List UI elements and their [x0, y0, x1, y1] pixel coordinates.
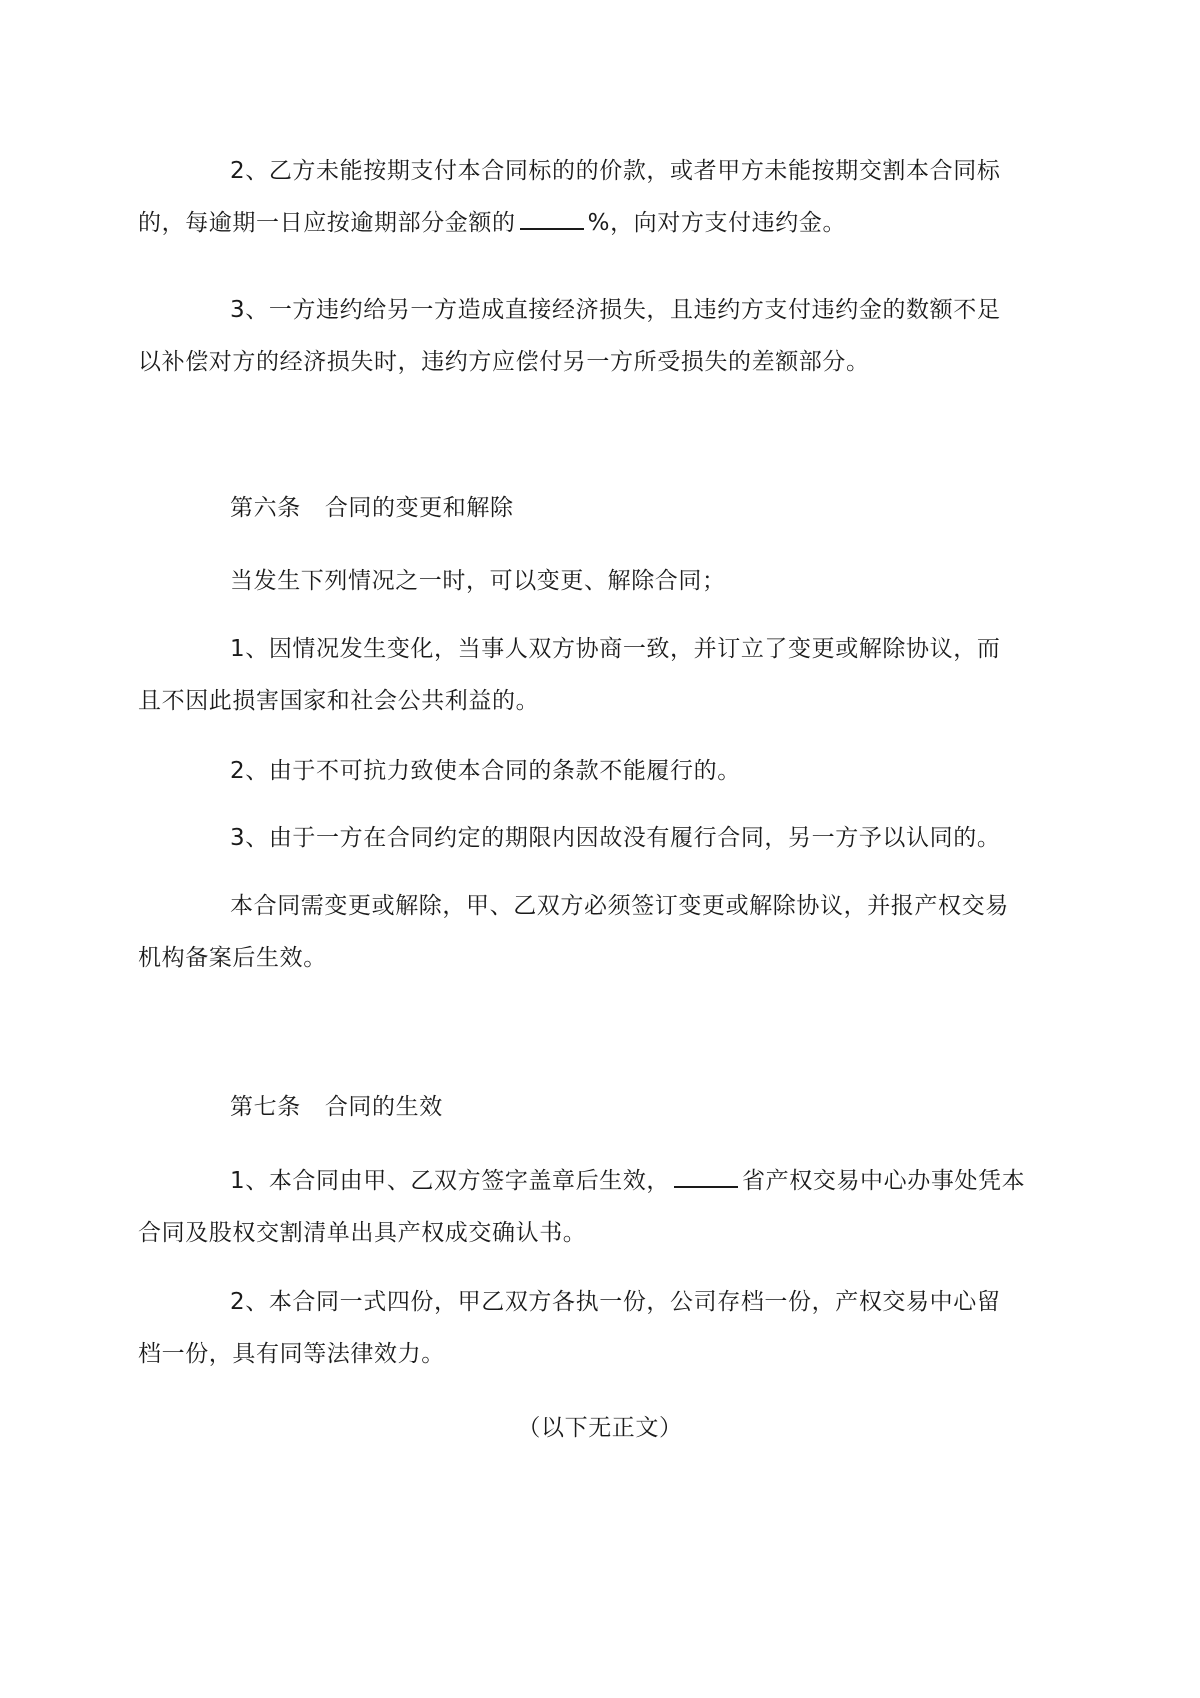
- article-6-note: [138, 880, 1020, 984]
- article-7-item-1-line1: [184, 1155, 1026, 1207]
- article-6-item-3-text: 3、由于一方在合同约定的期限内因故没有履行合同，另一方予以认同的。: [230, 825, 1001, 851]
- penalty-clause-3: [138, 284, 1020, 388]
- end-of-text-note: （以下无正文）: [517, 1415, 683, 1441]
- article-6-heading: [230, 488, 514, 528]
- article-6-note-line2: 机构备案后生效。: [138, 945, 327, 971]
- article-6-number: 第六条: [230, 495, 301, 521]
- article-7-item-2: [138, 1276, 1020, 1380]
- penalty-clause-2: [138, 145, 1020, 249]
- article-7-item-1-text-a: 1、本合同由甲、乙双方签字盖章后生效，: [230, 1168, 671, 1194]
- article-6-item-1: [138, 623, 1020, 727]
- article-6-item-1-line1: 1、因情况发生变化，当事人双方协商一致，并订立了变更或解除协议，而: [230, 636, 1001, 662]
- article-6-intro-text: 当发生下列情况之一时，可以变更、解除合同；: [230, 568, 726, 594]
- penalty-clause-3-line1: 3、一方违约给另一方造成直接经济损失，且违约方支付违约金的数额不足: [230, 297, 1001, 323]
- article-7-item-1: [138, 1155, 1026, 1259]
- article-7-item-2-line1: 2、本合同一式四份，甲乙双方各执一份，公司存档一份，产权交易中心留: [230, 1289, 1001, 1315]
- province-blank: [674, 1162, 738, 1188]
- penalty-clause-2-text-a: 的，每逾期一日应按逾期部分金额的: [138, 210, 516, 236]
- article-6-title: 合同的变更和解除: [324, 495, 514, 521]
- article-7-item-2-line2: 档一份，具有同等法律效力。: [138, 1341, 445, 1367]
- article-6-intro: [184, 555, 1020, 607]
- penalty-rate-blank: [520, 204, 584, 230]
- article-7-number: 第七条: [230, 1094, 301, 1120]
- article-6-note-line1: 本合同需变更或解除，甲、乙双方必须签订变更或解除协议，并报产权交易: [230, 893, 1009, 919]
- penalty-clause-2-line2: [138, 197, 1020, 249]
- article-6-item-2: [184, 745, 1020, 797]
- article-7-item-1-text-b: 省产权交易中心办事处凭本: [742, 1168, 1026, 1194]
- penalty-clause-2-line1: 2、乙方未能按期支付本合同标的的价款，或者甲方未能按期交割本合同标: [230, 158, 1001, 184]
- article-6-item-2-text: 2、由于不可抗力致使本合同的条款不能履行的。: [230, 758, 741, 784]
- article-6-item-3: [184, 812, 1020, 864]
- article-6-item-1-line2: 且不因此损害国家和社会公共利益的。: [138, 688, 540, 714]
- penalty-clause-3-line2: 以补偿对方的经济损失时，违约方应偿付另一方所受损失的差额部分。: [138, 349, 870, 375]
- article-7-title: 合同的生效: [324, 1094, 443, 1120]
- article-7-item-1-line2: 合同及股权交割清单出具产权成交确认书。: [138, 1220, 587, 1246]
- penalty-clause-2-text-b: %，向对方支付违约金。: [587, 210, 847, 236]
- article-7-heading: [230, 1087, 443, 1127]
